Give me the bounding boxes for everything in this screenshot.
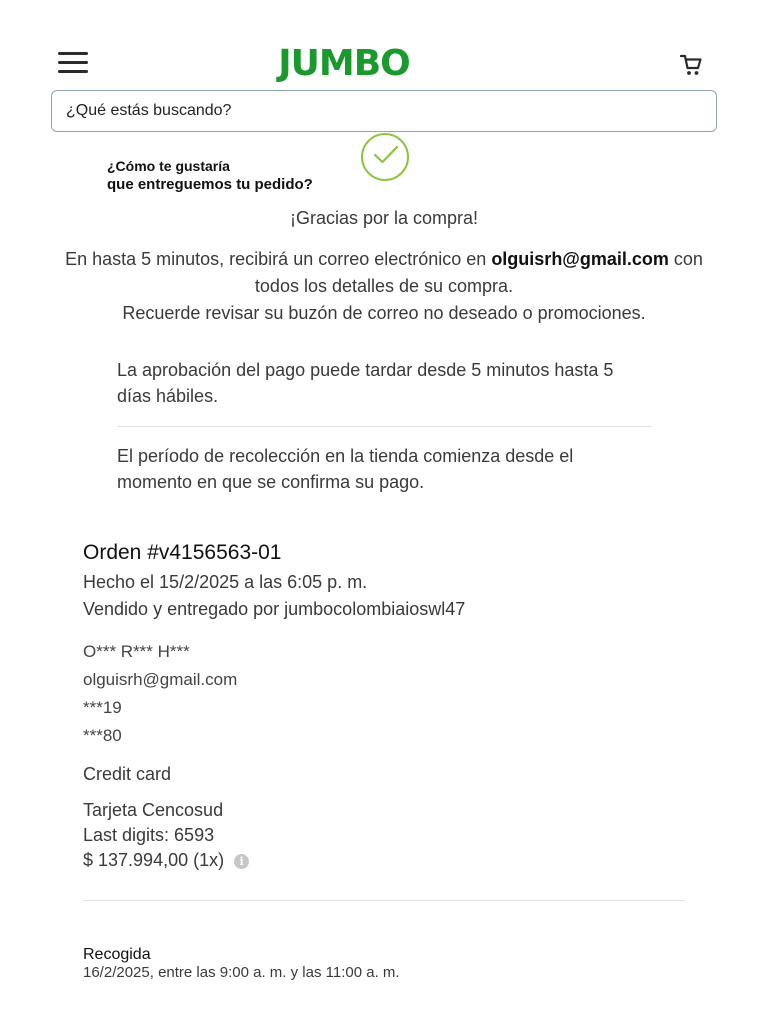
email-notice-suffix: con todos los detalles de su compra. bbox=[254, 249, 703, 296]
payment-amount-row bbox=[83, 848, 249, 873]
pickup-window: 16/2/2025, entre las 9:00 a. m. y las 11:00 a. m. bbox=[83, 964, 400, 981]
info-icon[interactable]: i bbox=[234, 854, 249, 869]
delivery-method-prompt[interactable] bbox=[107, 158, 313, 194]
pickup-period-note: El período de recolección en la tienda comienza desde el momento en que se confirma su pago. bbox=[117, 446, 574, 492]
payment-method: Credit card bbox=[83, 764, 172, 784]
order-date: Hecho el 15/2/2025 a las 6:05 p. m. bbox=[83, 572, 368, 592]
check-circle-icon bbox=[361, 133, 409, 181]
divider bbox=[83, 900, 685, 901]
customer-info bbox=[83, 638, 237, 750]
order-number: Orden #v4156563-01 bbox=[83, 541, 282, 564]
payment-amount: $ 137.994,00 (1x) bbox=[83, 850, 225, 870]
card-name: Tarjeta Cencosud bbox=[83, 800, 224, 820]
card-last-digits: Last digits: 6593 bbox=[83, 825, 215, 845]
jumbo-logo[interactable]: JUMBO bbox=[278, 43, 410, 84]
spam-folder-note: Recuerde revisar su buzón de correo no deseado o promociones. bbox=[122, 303, 646, 323]
divider bbox=[117, 426, 652, 427]
delivery-prompt-line1: ¿Cómo te gustaría bbox=[107, 158, 230, 174]
hamburger-menu-icon[interactable] bbox=[58, 52, 88, 76]
search-bar[interactable] bbox=[51, 90, 717, 132]
delivery-prompt-line2: que entreguemos tu pedido? bbox=[107, 175, 313, 193]
email-notice-prefix: En hasta 5 minutos, recibirá un correo electrónico en bbox=[65, 249, 492, 269]
customer-phone-2: ***80 bbox=[83, 726, 122, 745]
customer-name: O*** R*** H*** bbox=[83, 642, 190, 661]
cart-icon[interactable] bbox=[678, 52, 704, 78]
payment-details bbox=[83, 798, 249, 873]
customer-email-highlight: olguisrh@gmail.com bbox=[491, 249, 669, 269]
thanks-message: ¡Gracias por la compra! bbox=[289, 208, 479, 228]
customer-phone-1: ***19 bbox=[83, 698, 122, 717]
pickup-label: Recogida bbox=[83, 946, 151, 963]
email-notice bbox=[60, 246, 708, 327]
customer-email: olguisrh@gmail.com bbox=[83, 670, 238, 689]
search-input[interactable] bbox=[66, 102, 702, 120]
order-seller: Vendido y entregado por jumbocolombiaioswl47 bbox=[83, 599, 466, 619]
payment-approval-note: La aprobación del pago puede tardar desde 5 minutos hasta 5 días hábiles. bbox=[117, 360, 614, 406]
